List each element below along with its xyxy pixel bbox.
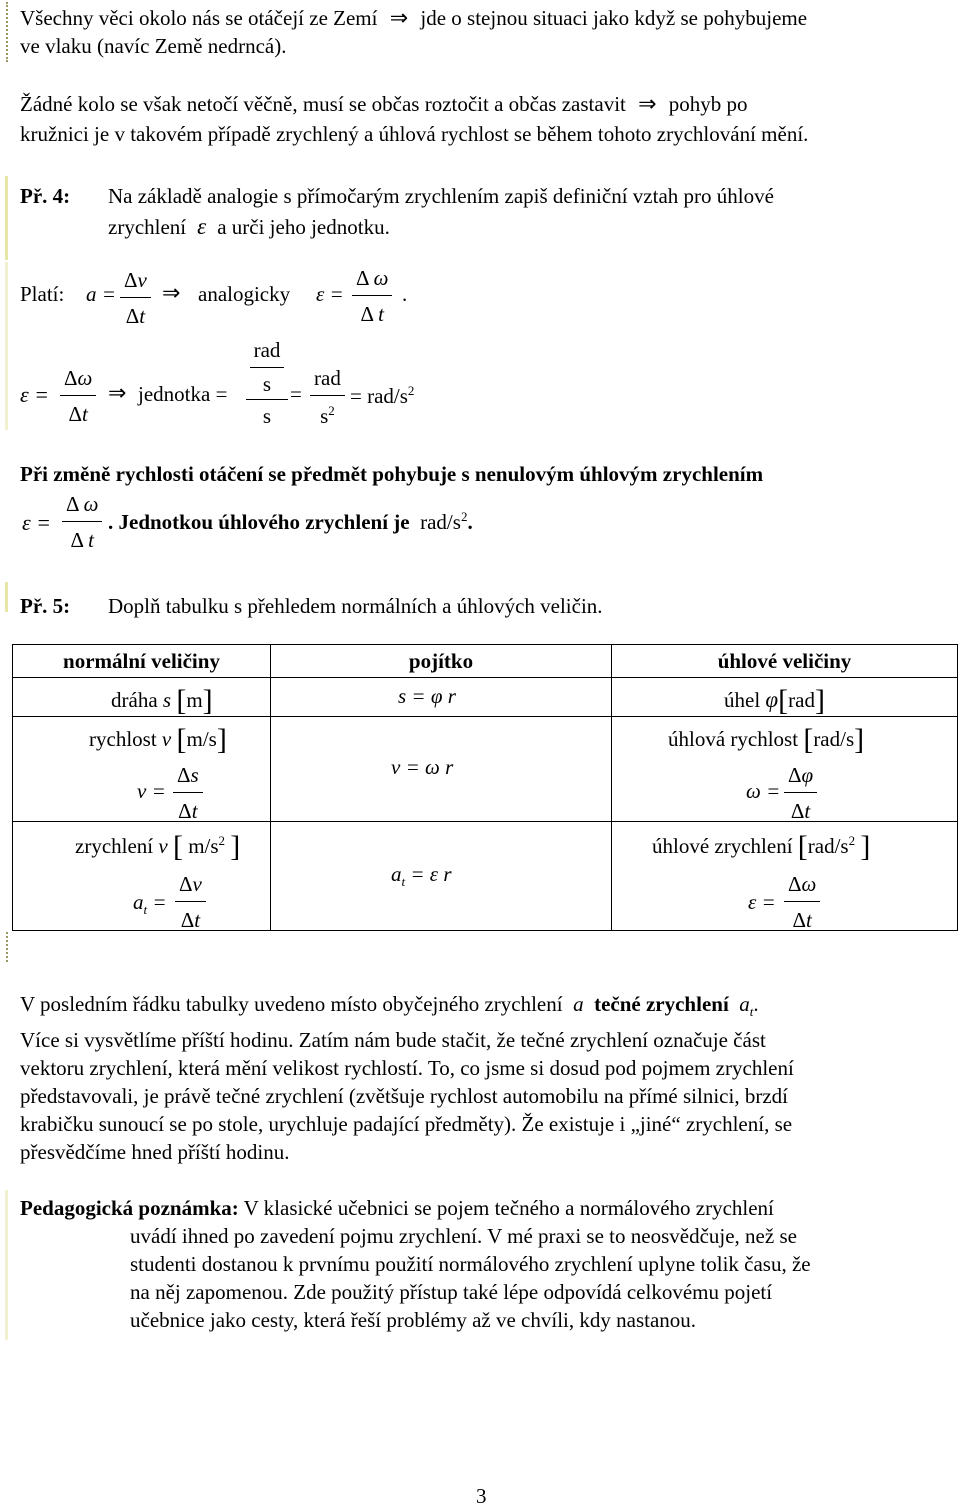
epsilon-symbol: ε bbox=[191, 214, 212, 239]
header-normal: normální veličiny bbox=[63, 648, 220, 673]
formula-at-eq: $a_t$ = bbox=[133, 890, 167, 918]
after-line-1b: tečné zrychlení bbox=[594, 992, 729, 1016]
after-line-1a: V posledním řádku tabulky uvedeno místo obyčejného zrychlení bbox=[20, 992, 563, 1016]
s-den-2: s bbox=[320, 404, 329, 428]
ped-line-3: studenti dostanou k prvnímu použití normálového zrychlení uplyne tolik času, že bbox=[130, 1252, 811, 1276]
zrychleni-label: zrychlení bbox=[75, 834, 154, 858]
implies-arrow-icon: ⇒ bbox=[108, 381, 127, 406]
formula-eps-eq-table: ε = bbox=[748, 890, 776, 914]
unit-ms2: m/s bbox=[188, 834, 219, 858]
unit-rads2: rad/s bbox=[807, 834, 849, 858]
intro-line-3 bbox=[20, 94, 748, 116]
fraction-ds-dt: Δs Δt bbox=[173, 765, 203, 822]
jednotka-text: jednotka bbox=[138, 382, 211, 406]
ped-line-2: uvádí ihned po zavedení pojmu zrychlení. V mé praxi se to neosvědčuje, než se bbox=[130, 1224, 797, 1248]
after-line-6: přesvědčíme hned příští hodinu. bbox=[20, 1140, 290, 1164]
jednotka-label: jednotka = bbox=[138, 382, 228, 406]
ex4-text-2a: zrychlení bbox=[108, 215, 187, 239]
s-inner-den: s bbox=[262, 372, 272, 396]
intro-line-1a: Všechny věci okolo nás se otáčejí ze Zemí bbox=[20, 6, 378, 30]
ex4-text-1: Na základě analogie s přímočarým zrychlením zapiš definiční vztah pro úhlové bbox=[108, 184, 774, 208]
unit-m: m bbox=[186, 688, 203, 712]
equals-sign-1: = bbox=[290, 382, 302, 406]
rychlost-label: rychlost bbox=[89, 727, 157, 751]
ex4-text-2b: a urči jeho jednotku. bbox=[217, 215, 390, 239]
formula-v-eq: v = bbox=[137, 779, 166, 803]
summary-line-2: . Jednotkou úhlového zrychlení je rad/$s^2$. bbox=[108, 509, 473, 534]
s-outer-den: s bbox=[262, 404, 272, 428]
ped-label: Pedagogická poznámka: bbox=[20, 1196, 239, 1220]
summary-line-1: Při změně rychlosti otáčení se předmět pohybuje s nenulovým úhlovým zrychlením bbox=[20, 462, 764, 486]
ped-line-5: učebnice jako cesty, která řeší problémy až ve chvíli, kdy nastanou. bbox=[130, 1308, 697, 1332]
rad-numerator: rad bbox=[253, 338, 281, 362]
header-link: pojítko bbox=[408, 648, 474, 673]
intro-line-3a: Žádné kolo se však netočí věčně, musí se občas roztočit a občas zastavit bbox=[20, 92, 626, 116]
after-line-4: představovali, je právě tečné zrychlení (zvětšuje rychlost automobilu na přímé silnici, brzdí bbox=[20, 1084, 788, 1108]
analogicky-label: analogicky bbox=[198, 282, 291, 306]
cell-v-omega-r bbox=[271, 717, 612, 822]
after-line-1: V posledním řádku tabulky uvedeno místo obyčejného zrychlení a tečné zrychlení $a_t$. bbox=[20, 992, 759, 1020]
cell-at-eps-r bbox=[271, 822, 612, 931]
table-row bbox=[13, 822, 958, 931]
result-unit: = rad/$s^2$ bbox=[350, 383, 415, 408]
fraction-rad-s2: rad $s^2$ bbox=[310, 368, 345, 427]
uhlove-zrychleni-label: úhlové zrychlení bbox=[652, 834, 793, 858]
ped-line-4: na něj zapomenou. Zde použitý přístup také lépe odpovídá celkovému pojetí bbox=[130, 1280, 773, 1304]
formula-s-phi-r: s = φ r bbox=[398, 684, 456, 708]
ex5-label: Př. 5: bbox=[20, 594, 71, 618]
fraction-dphi-dt: Δφ Δt bbox=[784, 765, 817, 822]
margin-bar-ped bbox=[5, 1190, 8, 1340]
summary-line-2-text: . Jednotkou úhlového zrychlení je bbox=[108, 510, 410, 534]
summary-eps-eq: ε = bbox=[22, 510, 52, 535]
after-line-2: Více si vysvětlíme příští hodinu. Zatím nám bude stačit, že tečné zrychlení označuje část bbox=[20, 1028, 766, 1052]
formula-eps-eq: ε = bbox=[316, 282, 344, 306]
formula-eps-eq-2: ε = bbox=[20, 382, 50, 407]
cell-s-phi-r bbox=[271, 678, 612, 717]
unit-rads: rad/s bbox=[813, 727, 855, 751]
implies-arrow-icon: ⇒ bbox=[631, 92, 664, 117]
intro-line-1 bbox=[20, 8, 807, 30]
header-cell bbox=[612, 645, 958, 678]
margin-bar-ex4 bbox=[5, 176, 8, 260]
cell-draha: dráha s [m] bbox=[13, 678, 271, 717]
formula-at-eps-r: $a_t = \varepsilon$ r bbox=[391, 862, 452, 890]
formula-period: . bbox=[402, 282, 408, 306]
result-unit-text: rad/s bbox=[367, 384, 408, 408]
intro-line-1b: jde o stejnou situaci jako když se pohybujeme bbox=[420, 6, 808, 30]
quantities-table bbox=[12, 644, 958, 931]
cell-uhlova-rychlost: úhlová rychlost [rad/s] ω = Δφ Δt bbox=[612, 717, 958, 822]
ped-line-1 bbox=[20, 1198, 774, 1219]
formula-v-omega-r: v = ω r bbox=[391, 755, 454, 779]
cell-rychlost: rychlost v [m/s] v = Δs Δt bbox=[13, 717, 271, 822]
ex4-label: Př. 4: bbox=[20, 184, 71, 208]
table-row bbox=[13, 678, 958, 717]
ex5-text: Doplň tabulku s přehledem normálních a úhlových veličin. bbox=[108, 594, 603, 618]
fraction-domega-dt-1: Δ ω Δ t bbox=[352, 268, 392, 325]
draha-label: dráha bbox=[111, 688, 158, 712]
unit-ms: m/s bbox=[186, 727, 217, 751]
table-header-row bbox=[13, 645, 958, 678]
after-line-3: vektoru zrychlení, která mění velikost rychlostí. To, co jsme si dosud pod pojmem zrychlení bbox=[20, 1056, 794, 1080]
header-cell bbox=[13, 645, 271, 678]
cell-zrychleni: zrychlení v [ $m/s^2$ ] $a_t$ = Δv Δt bbox=[13, 822, 271, 931]
margin-dots-table bbox=[6, 932, 8, 962]
ped-line-1-text: V klasické učebnici se pojem tečného a normálového zrychlení bbox=[243, 1196, 774, 1220]
implies-arrow-icon: ⇒ bbox=[162, 281, 181, 306]
rad-num-2: rad bbox=[314, 366, 341, 390]
uhlova-rychlost-label: úhlová rychlost bbox=[668, 727, 799, 751]
header-cell bbox=[271, 645, 612, 678]
page-number: 3 bbox=[476, 1484, 487, 1508]
fraction-dv-dt: Δv Δt bbox=[120, 270, 151, 327]
intro-line-2: ve vlaku (navíc Země nedrncá). bbox=[20, 34, 287, 58]
plati-label: Platí: bbox=[20, 282, 65, 306]
header-angular: úhlové veličiny bbox=[717, 648, 852, 673]
fraction-dv-dt-2: Δv Δt bbox=[175, 874, 206, 931]
fraction-domega-dt-3: Δ ω Δ t bbox=[62, 494, 102, 551]
margin-bar-ex5 bbox=[5, 582, 8, 612]
fraction-domega-dt-table: Δω Δt bbox=[784, 874, 820, 931]
intro-line-3b: pohyb po bbox=[668, 92, 748, 116]
fraction-rad-s-over-s bbox=[246, 340, 288, 427]
table-row bbox=[13, 717, 958, 822]
margin-bar-derivation bbox=[5, 262, 8, 430]
after-line-5: krabičku sunoucí se po stole, urychluje padající předměty). Že existuje i „jiné“ zrychlení, se bbox=[20, 1112, 793, 1136]
summary-unit: rad/s bbox=[420, 510, 461, 534]
intro-line-4: kružnici je v takovém případě zrychlený a úhlová rychlost se během tohoto zrychlování mění. bbox=[20, 122, 809, 146]
implies-arrow-icon: ⇒ bbox=[382, 6, 416, 31]
unit-rad: rad bbox=[788, 688, 815, 712]
formula-omega-eq: ω = bbox=[746, 779, 781, 803]
fraction-domega-dt-2: Δω Δt bbox=[60, 368, 96, 425]
cell-uhlove-zrychleni: úhlové zrychlení [$rad/s^2$ ] ε = Δω Δt bbox=[612, 822, 958, 931]
ex4-text-2 bbox=[108, 215, 390, 238]
cell-uhel: úhel φ[rad] bbox=[612, 678, 958, 717]
formula-a-eq: a = bbox=[86, 282, 116, 306]
uhel-label: úhel bbox=[724, 688, 761, 712]
margin-dots-top bbox=[6, 2, 8, 62]
